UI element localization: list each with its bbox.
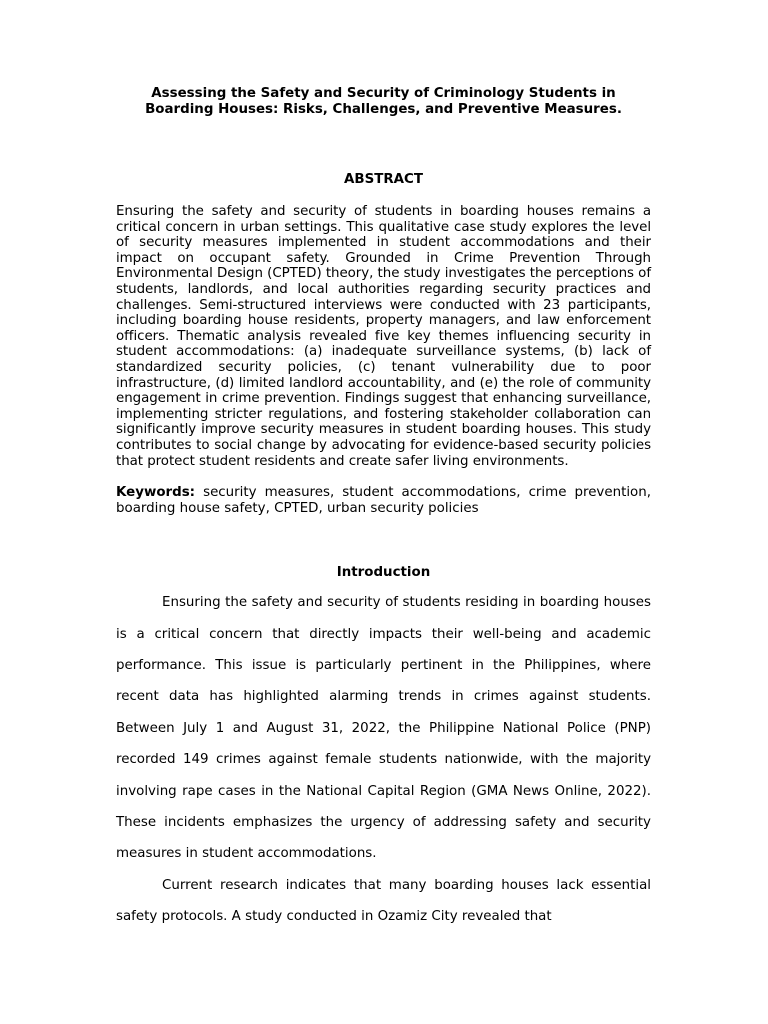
keywords-line xyxy=(116,485,651,517)
abstract-heading: ABSTRACT xyxy=(344,172,423,187)
document-page xyxy=(116,86,651,933)
abstract-body: Ensuring the safety and security of students in boarding houses remains a critical concern in urban settings. This qualitative case study explores the level of security measures implemented in student accommodations and their impact on occupant safety. Grounded in Crime Prevention Through Environmental Design (CPTED) theory, the study investigates the perceptions of students, landlords, and local authorities regarding security practices and challenges. Semi-structured interviews were conducted with 23 participants, including boarding house residents, property managers, and law enforcement officers. Thematic analysis revealed five key themes influencing security in student accommodations: (a) inadequate surveillance systems, (b) lack of standardized security policies, (c) tenant vulnerability due to poor infrastructure, (d) limited landlord accountability, and (e) the role of community engagement in crime prevention. Findings suggest that enhancing surveillance, implementing stricter regulations, and fostering stakeholder collaboration can significantly improve security measures in student boarding houses. This study contributes to social change by advocating for evidence-based security policies that protect student residents and create safer living environments. xyxy=(116,204,651,469)
keywords-label: Keywords: xyxy=(116,485,196,501)
paper-title: Assessing the Safety and Security of Criminology Students in Boarding Houses: Risks, Challenges, and Preventive Measures. xyxy=(145,86,622,117)
introduction-heading: Introduction xyxy=(336,565,431,581)
keywords-text: security measures, student accommodations, crime prevention, boarding house safety, CPTED, urban security policies xyxy=(116,485,651,517)
introduction-paragraph: Ensuring the safety and security of students residing in boarding houses is a critical concern that directly impacts their well-being and academic performance. This issue is particularly pertinent in the Philippines, where recent data has highlighted alarming trends in crimes against students. Between July 1 and August 31, 2022, the Philippine National Police (PNP) recorded 149 crimes against female students nationwide, with the majority involving rape cases in the National Capital Region (GMA News Online, 2022). These incidents emphasizes the urgency of addressing safety and security measures in student accommodations. xyxy=(116,595,651,862)
introduction-paragraph: Current research indicates that many boarding houses lack essential safety protocols. A study conducted in Ozamiz City revealed that xyxy=(116,877,651,925)
